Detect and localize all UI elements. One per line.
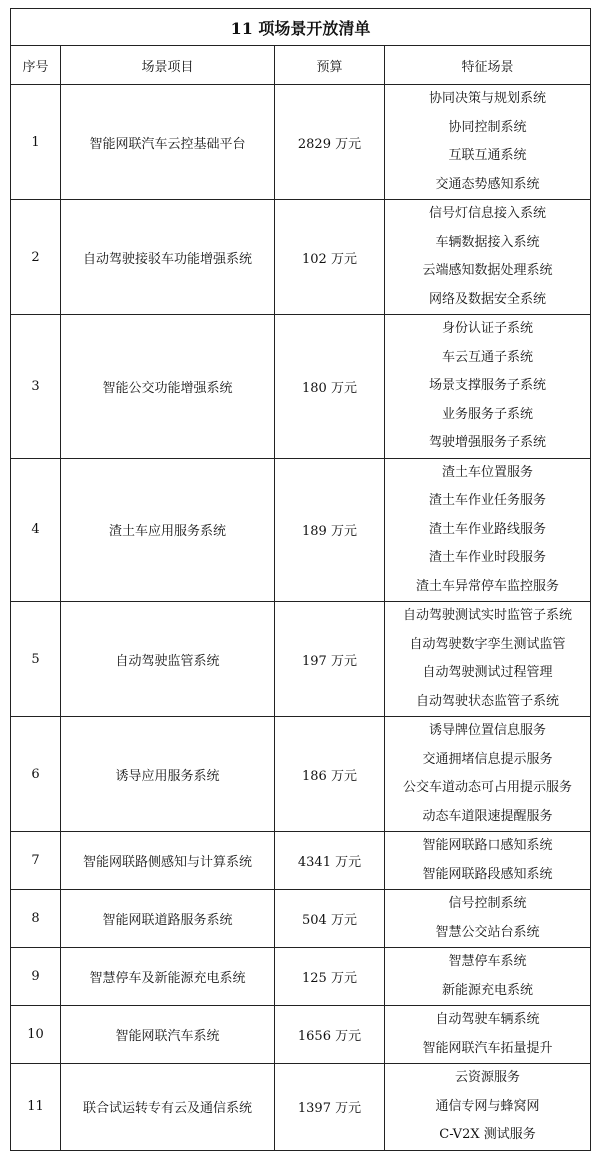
feature-item: 协同控制系统 bbox=[448, 119, 527, 135]
row-project: 智慧停车及新能源充电系统 bbox=[61, 948, 275, 1006]
feature-item: 渣土车作业时段服务 bbox=[429, 550, 547, 565]
header-row bbox=[11, 46, 591, 85]
table-row bbox=[11, 315, 591, 459]
feature-item: 协同决策与规划系统 bbox=[429, 91, 547, 106]
row-budget: 4341 万元 bbox=[275, 832, 385, 890]
row-features bbox=[385, 948, 591, 1006]
feature-item: 身份认证子系统 bbox=[442, 321, 534, 336]
row-project: 智能网联汽车系统 bbox=[61, 1006, 275, 1064]
row-features bbox=[385, 1064, 591, 1151]
table-row bbox=[11, 890, 591, 948]
table-body bbox=[11, 85, 591, 1151]
row-budget: 1656 万元 bbox=[275, 1006, 385, 1064]
row-number: 3 bbox=[11, 315, 61, 459]
feature-item: 通信专网与蜂窝网 bbox=[435, 1098, 540, 1114]
feature-item: 信号控制系统 bbox=[448, 896, 527, 911]
feature-item: 自动驾驶车辆系统 bbox=[435, 1012, 540, 1027]
row-features bbox=[385, 890, 591, 948]
table-row bbox=[11, 1006, 591, 1064]
row-number: 1 bbox=[11, 85, 61, 200]
feature-item: 智慧停车系统 bbox=[448, 954, 527, 969]
feature-item: 业务服务子系统 bbox=[442, 406, 534, 422]
row-number: 5 bbox=[11, 602, 61, 717]
row-features bbox=[385, 717, 591, 832]
feature-item: 自动驾驶状态监管子系统 bbox=[416, 693, 560, 709]
feature-item: 渣土车作业任务服务 bbox=[429, 493, 547, 508]
row-number: 10 bbox=[11, 1006, 61, 1064]
row-number: 6 bbox=[11, 717, 61, 832]
row-budget: 125 万元 bbox=[275, 948, 385, 1006]
row-budget: 186 万元 bbox=[275, 717, 385, 832]
row-features bbox=[385, 602, 591, 717]
table-row bbox=[11, 200, 591, 315]
feature-item: 智慧公交站台系统 bbox=[435, 924, 540, 940]
feature-item: 渣土车作业路线服务 bbox=[429, 521, 547, 537]
row-budget: 189 万元 bbox=[275, 458, 385, 602]
feature-item: C-V2X 测试服务 bbox=[439, 1127, 536, 1142]
row-project: 诱导应用服务系统 bbox=[61, 717, 275, 832]
document-page bbox=[10, 8, 590, 1151]
row-features bbox=[385, 832, 591, 890]
feature-item: 自动驾驶测试实时监管子系统 bbox=[403, 608, 573, 623]
row-number: 4 bbox=[11, 458, 61, 602]
table-row bbox=[11, 1064, 591, 1151]
row-number: 8 bbox=[11, 890, 61, 948]
row-project: 智能网联道路服务系统 bbox=[61, 890, 275, 948]
feature-item: 智能网联路段感知系统 bbox=[422, 866, 553, 882]
row-budget: 102 万元 bbox=[275, 200, 385, 315]
header-budget: 预算 bbox=[275, 46, 385, 85]
row-number: 7 bbox=[11, 832, 61, 890]
row-budget: 197 万元 bbox=[275, 602, 385, 717]
table-row bbox=[11, 602, 591, 717]
header-no: 序号 bbox=[11, 46, 61, 85]
row-budget: 180 万元 bbox=[275, 315, 385, 459]
feature-item: 渣土车位置服务 bbox=[442, 464, 534, 480]
row-budget: 504 万元 bbox=[275, 890, 385, 948]
table-row bbox=[11, 948, 591, 1006]
feature-item: 智能网联汽车拓量提升 bbox=[422, 1040, 553, 1056]
row-budget: 1397 万元 bbox=[275, 1064, 385, 1151]
row-project: 渣土车应用服务系统 bbox=[61, 458, 275, 602]
feature-item: 车辆数据接入系统 bbox=[435, 234, 540, 250]
row-features bbox=[385, 315, 591, 459]
feature-item: 场景支撑服务子系统 bbox=[429, 378, 547, 393]
table-row bbox=[11, 458, 591, 602]
feature-item: 新能源充电系统 bbox=[442, 982, 534, 998]
feature-item: 网络及数据安全系统 bbox=[429, 291, 547, 307]
feature-item: 云资源服务 bbox=[455, 1070, 521, 1085]
table-row bbox=[11, 832, 591, 890]
feature-item: 交通态势感知系统 bbox=[435, 176, 540, 192]
feature-item: 交通拥堵信息提示服务 bbox=[422, 751, 553, 767]
feature-item: 自动驾驶数字孪生测试监管 bbox=[409, 636, 566, 652]
row-features bbox=[385, 85, 591, 200]
feature-item: 信号灯信息接入系统 bbox=[429, 206, 547, 221]
feature-item: 诱导牌位置信息服务 bbox=[429, 723, 547, 738]
feature-item: 公交车道动态可占用提示服务 bbox=[403, 780, 573, 795]
table-row bbox=[11, 717, 591, 832]
table-row bbox=[11, 85, 591, 200]
row-number: 11 bbox=[11, 1064, 61, 1151]
row-features bbox=[385, 200, 591, 315]
row-budget: 2829 万元 bbox=[275, 85, 385, 200]
feature-item: 车云互通子系统 bbox=[442, 349, 534, 365]
table-title: 11 项场景开放清单 bbox=[11, 9, 591, 46]
row-project: 自动驾驶监管系统 bbox=[61, 602, 275, 717]
row-features bbox=[385, 1006, 591, 1064]
feature-item: 智能网联路口感知系统 bbox=[422, 838, 553, 853]
feature-item: 云端感知数据处理系统 bbox=[422, 263, 553, 278]
row-number: 9 bbox=[11, 948, 61, 1006]
feature-item: 驾驶增强服务子系统 bbox=[429, 435, 547, 450]
header-features: 特征场景 bbox=[385, 46, 591, 85]
feature-item: 动态车道限速提醒服务 bbox=[422, 808, 553, 824]
row-project: 联合试运转专有云及通信系统 bbox=[61, 1064, 275, 1151]
row-number: 2 bbox=[11, 200, 61, 315]
row-features bbox=[385, 458, 591, 602]
row-project: 智能网联汽车云控基础平台 bbox=[61, 85, 275, 200]
row-project: 自动驾驶接驳车功能增强系统 bbox=[61, 200, 275, 315]
row-project: 智能网联路侧感知与计算系统 bbox=[61, 832, 275, 890]
header-project: 场景项目 bbox=[61, 46, 275, 85]
feature-item: 自动驾驶测试过程管理 bbox=[422, 665, 553, 680]
row-project: 智能公交功能增强系统 bbox=[61, 315, 275, 459]
feature-item: 渣土车异常停车监控服务 bbox=[416, 578, 560, 594]
feature-item: 互联互通系统 bbox=[448, 148, 527, 163]
scene-list-table bbox=[10, 8, 591, 1151]
